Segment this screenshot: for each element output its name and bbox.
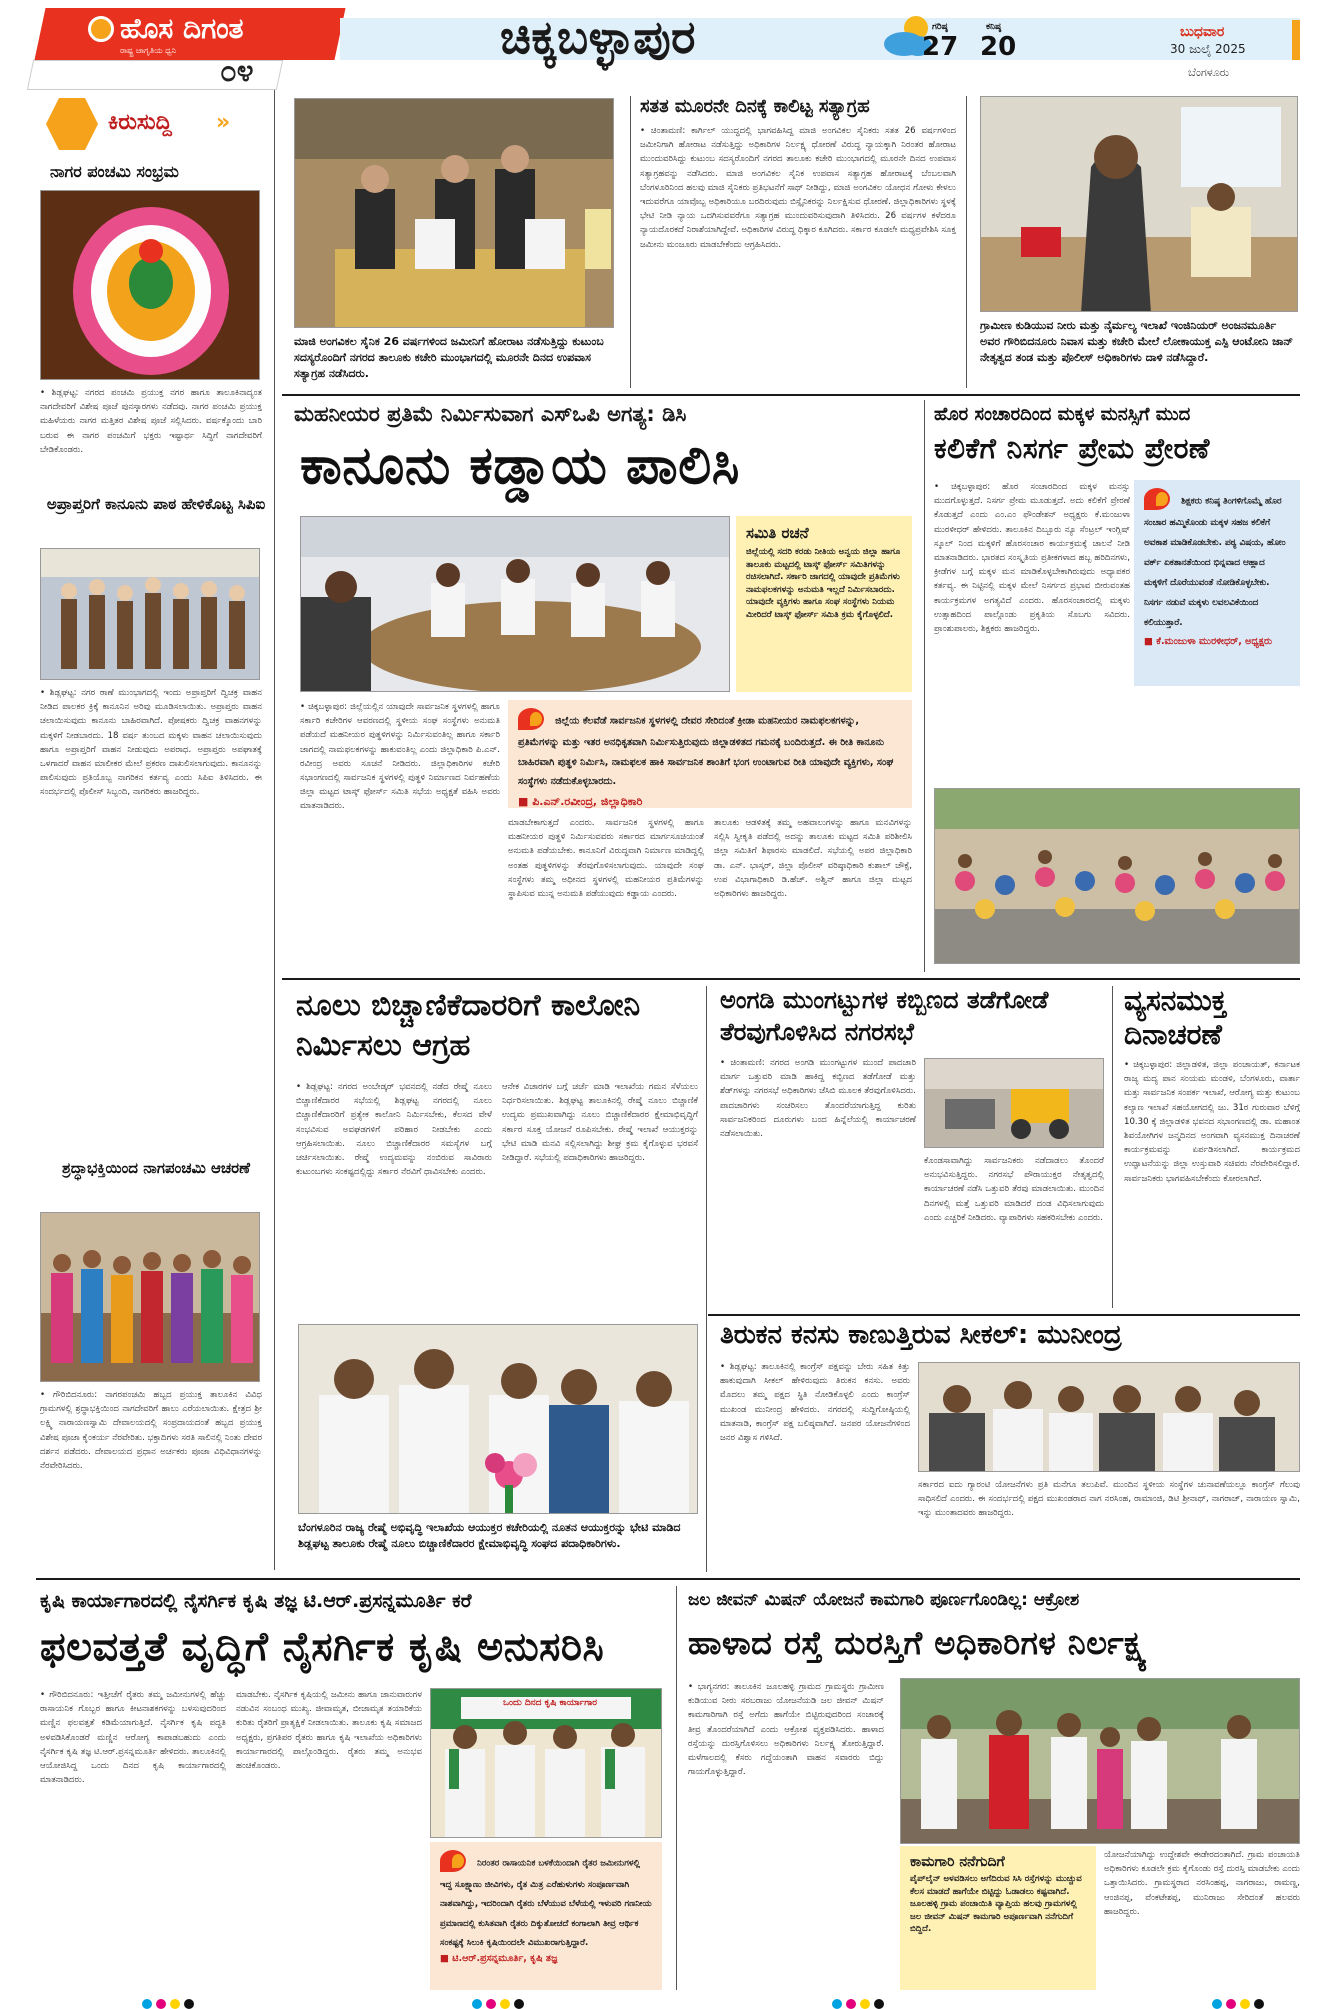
farming-banner-text: ಒಂದು ದಿನದ ಕೃಷಿ ಕಾರ್ಯಾಗಾರ xyxy=(502,1698,598,1708)
temp-min: 20 xyxy=(980,32,1017,62)
dc-headline: ಕಾನೂನು ಕಡ್ಡಾಯ ಪಾಲಿಸಿ xyxy=(300,436,740,496)
logo-tagline: ರಾಷ್ಟ್ರ ಜಾಗೃತಿಯ ಧ್ವನಿ xyxy=(120,46,177,55)
logo-emblem-icon xyxy=(88,16,114,42)
deaddiction-headline: ವ್ಯಸನಮುಕ್ತ ದಿನಾಚರಣೆ xyxy=(1124,984,1227,1051)
page-number: ೦೪ xyxy=(220,54,254,89)
nature-quote-author: ■ ಕೆ.ಮಂಜುಳಾ ಮುರಳೀಧರ್, ಅಧ್ಯಕ್ಷರು xyxy=(1144,636,1273,647)
dc-photo xyxy=(300,516,730,692)
weavers-photo xyxy=(298,1324,698,1514)
jaljeevan-body-right: ಯೋಜನೆಯಾಗಿದ್ದು ಉದ್ದೇಶವೇ ಈಡೇರದಂತಾಗಿದೆ. ಗ್ರಾಮ ಪಂಚಾಯತಿ ಅಧಿಕಾರಿಗಳು ಕೂಡಲೇ ಕ್ರಮ ಕೈಗೊಂಡು ರಸ್ತೆ ದುರಸ್ತಿ ಮಾಡಬೇಕು ಎಂದು ಒತ್ತಾಯಿಸಿದರು. ಗ್ರಾಮಸ್ಥರಾದ ನರಸಿಂಹಪ್ಪ, ನಾಗರಾಜು, ರಾಮಣ್ಣ, ಆಂಜಿನಪ್ಪ, ವೆಂಕಟೇಶಪ್ಪ, ಮುನಿರಾಜು ಸೇರಿದಂತೆ ಹಲವರು ಹಾಜರಿದ್ದರು. xyxy=(1104,1850,1300,1917)
kirusuddi-item1-title: ನಾಗರ ಪಂಚಮಿ ಸಂಭ್ರಮ xyxy=(50,162,179,181)
encroach-body-right: ಕೊಂಡಸಾವಾಗಿದ್ದು ಸಾರ್ವಜನಿಕರು ನಡೆದಾಡಲು ತೊಂದರೆ ಅನುಭವಿಸುತ್ತಿದ್ದರು. ನಗರಸಭೆ ಪೌರಾಯುಕ್ತರ ನೇತೃತ್ವದಲ್ಲಿ ಕಾರ್ಯಾಚರಣೆ ನಡೆಸಿ ಒತ್ತುವರಿ ತೆರವು ಮಾಡಲಾಯಿತು. ಮುಂದಿನ ದಿನಗಳಲ್ಲಿ ಮತ್ತೆ ಒತ್ತುವರಿ ಮಾಡಿದರೆ ದಂಡ ವಿಧಿಸಲಾಗುವುದು ಎಂದು ಎಚ್ಚರಿಕೆ ನೀಡಿದರು. ವ್ಯಾಪಾರಿಗಳು ಸಹಕರಿಸಬೇಕು ಎಂದರು. xyxy=(924,1156,1104,1223)
dc-quote-author: ■ ಪಿ.ಎನ್.ರವೀಂದ್ರ, ಜಿಲ್ಲಾಧಿಕಾರಿ xyxy=(518,794,643,808)
kirusuddi-label: ಕಿರುಸುದ್ದಿ xyxy=(108,110,172,135)
masthead-accent-bar xyxy=(1292,20,1300,60)
farming-quote-text: ನಿರಂತರ ರಾಸಾಯನಿಕ ಬಳಕೆಯಿಂದಾಗಿ ರೈತರ ಜಮೀನುಗಳಲ್ಲಿ ಇದ್ದ ಸೂಕ್ಷ್ಮಾಣು ಜೀವಿಗಳು, ರೈತ ಮಿತ್ರ ಎರೆಹುಳುಗಳು ಸಂಪೂರ್ಣವಾಗಿ ನಾಶವಾಗಿದ್ದು, ಇದರಿಂದಾಗಿ ರೈತರು ಬೆಳೆಯುವ ಬೆಳೆಯಲ್ಲಿ ಇಳುವರಿ ಗಣನೀಯ ಪ್ರಮಾಣದಲ್ಲಿ ಕುಸಿತವಾಗಿ ರೈತರು ದಿಕ್ಕುತೋಚದೆ ಕಂಗಾಲಾಗಿ ತೀವ್ರ ಆರ್ಥಿಕ ಸಂಕಷ್ಟಕ್ಕೆ ಸಿಲುಕಿ ಕೃಷಿಯಿಂದಲೇ ವಿಮುಖರಾಗುತ್ತಿದ್ದಾರೆ. xyxy=(440,1858,652,1949)
top-col-rule-1 xyxy=(630,96,631,388)
farming-quote-author: ■ ಟಿ.ಆರ್.ಪ್ರಸನ್ನಮೂರ್ತಿ, ಕೃಷಿ ತಜ್ಞ xyxy=(440,1952,558,1964)
weavers-rule-right xyxy=(706,986,707,1572)
kirusuddi-hex-icon xyxy=(46,98,98,150)
nature-quote xyxy=(1134,480,1300,686)
farming-headline: ಫಲವತ್ತತೆ ವೃದ್ಧಿಗೆ ನೈಸರ್ಗಿಕ ಕೃಷಿ ಅನುಸರಿಸಿ xyxy=(40,1624,605,1670)
satyagraha-photo xyxy=(294,98,614,328)
dc-body-mid: ಮಾಡಬೇಕಾಗುತ್ತದೆ ಎಂದರು. ಸಾರ್ವಜನಿಕ ಸ್ಥಳಗಳಲ್ಲಿ ಹಾಗೂ ಮಹನೀಯರ ಪುತ್ಥಳಿ ನಿರ್ಮಿಸುವವರು ಸರ್ಕಾರದ ಮಾರ್ಗಸೂಚಿಯಂತೆ ಅನುಮತಿ ಪಡೆಯಬೇಕು. ಕಾನೂನಿಗೆ ವಿರುದ್ಧವಾಗಿ ನಿರ್ಮಾಣ ಮಾಡಿದ್ದಲ್ಲಿ ಅಂತಹ ಪುತ್ಥಳಿಗಳನ್ನು ತೆರವುಗೊಳಿಸಲಾಗುವುದು. ಯಾವುದೇ ಸಂಘ ಸಂಸ್ಥೆಗಳು ತಮ್ಮ ಅಧೀನದ ಸ್ಥಳಗಳಲ್ಲಿ ಮಹನೀಯರ ಪ್ರತಿಮೆಗಳನ್ನು ಸ್ಥಾಪಿಸುವ ಮುನ್ನ ಅನುಮತಿ ಪಡೆಯುವುದು ಕಡ್ಡಾಯ ಎಂದರು. xyxy=(508,818,704,900)
registration-dots-4 xyxy=(1210,1994,1266,2009)
deaddiction-body: • ಚಿಕ್ಕಬಳ್ಳಾಪುರ: ಜಿಲ್ಲಾಡಳಿತ, ಜಿಲ್ಲಾ ಪಂಚಾಯತ್, ಕರ್ನಾಟಕ ರಾಜ್ಯ ಮದ್ಯ ಪಾನ ಸಂಯಮ ಮಂಡಳಿ, ಬೆಂಗಳೂರು, ವಾರ್ತಾ ಮತ್ತು ಸಾರ್ವಜನಿಕ ಸಂಪರ್ಕ ಇಲಾಖೆ, ಆರೋಗ್ಯ ಮತ್ತು ಕುಟುಂಬ ಕಲ್ಯಾಣ ಇಲಾಖೆ ಸಹಯೋಗದಲ್ಲಿ ಜು. 31ರ ಗುರುವಾರ ಬೆಳಿಗ್ಗೆ 10.30 ಕ್ಕೆ ಜಿಲ್ಲಾಡಳಿತ ಭವನದ ಸಭಾಂಗಣದಲ್ಲಿ ಡಾ. ಮಹಾಂತ ಶಿವಯೋಗಿಗಳ ಜನ್ಮದಿನದ ಅಂಗವಾಗಿ ವ್ಯಸನಮುಕ್ತ ದಿನಾಚರಣೆ ಕಾರ್ಯಕ್ರಮವನ್ನು ಏರ್ಪಡಿಸಲಾಗಿದೆ. ಕಾರ್ಯಕ್ರಮದ ಉದ್ಘಾಟನೆಯನ್ನು ಜಿಲ್ಲಾ ಉಸ್ತುವಾರಿ ಸಚಿವರು ನೆರವೇರಿಸಲಿದ್ದಾರೆ. ಸಾರ್ವಜನಿಕರು ಭಾಗವಹಿಸಬೇಕೆಂದು ಕೋರಲಾಗಿದೆ. xyxy=(1124,1060,1300,1184)
sickle-body-right: ಸರ್ಕಾರದ ಐದು ಗ್ಯಾರಂಟಿ ಯೋಜನೆಗಳು ಪ್ರತಿ ಮನೆಗೂ ತಲುಪಿವೆ. ಮುಂದಿನ ಸ್ಥಳೀಯ ಸಂಸ್ಥೆಗಳ ಚುನಾವಣೆಯಲ್ಲೂ ಕಾಂಗ್ರೆಸ್ ಗೆಲುವು ಸಾಧಿಸಲಿದೆ ಎಂದರು. ಈ ಸಂದರ್ಭದಲ್ಲಿ ಪಕ್ಷದ ಮುಖಂಡರಾದ ನಾಗ ನರಸಿಂಹ, ರಾಮಾಂಜಿ, ಡಿಟಿ ಶ್ರೀನಾಥ್, ನಾಗರಾಜ್, ನಾರಾಯಣ ಸ್ವಾಮಿ, ಇನ್ನು ಮುಂತಾದವರು ಹಾಜರಿದ್ದರು. xyxy=(918,1480,1300,1519)
rule-top-row xyxy=(282,394,1300,396)
logo-text: ಹೊಸ ದಿಗಂತ xyxy=(120,12,244,45)
nature-headline: ಕಲಿಕೆಗೆ ನಿಸರ್ಗ ಪ್ರೇಮ ಪ್ರೇರಣೆ xyxy=(934,432,1210,465)
encroach-rule-right xyxy=(1112,986,1113,1308)
registration-dots-1 xyxy=(140,1994,196,2009)
weavers-body-right: ಆನೇಕ ವಿಚಾರಗಳ ಬಗ್ಗೆ ಚರ್ಚೆ ಮಾಡಿ ಇಲಾಖೆಯ ಗಮನ ಸೆಳೆಯಲು ನಿರ್ಧರಿಸಲಾಯಿತು. ಶಿಡ್ಲಘಟ್ಟ ತಾಲೂಕಿನಲ್ಲಿ ರೇಷ್ಮೆ ನೂಲು ಬಿಚ್ಚಾಣಿಕೆ ಉದ್ಯಮ ಪ್ರಮುಖವಾಗಿದ್ದು ನೂಲು ಬಿಚ್ಚಾಣಿಕೆದಾರರ ಕ್ಷೇಮಾಭಿವೃದ್ಧಿಗೆ ಸರ್ಕಾರ ಸೂಕ್ತ ಯೋಜನೆ ರೂಪಿಸಬೇಕು. ರೇಷ್ಮೆ ಇಲಾಖೆ ಆಯುಕ್ತರನ್ನು ಭೇಟಿ ಮಾಡಿ ಮನವಿ ಸಲ್ಲಿಸಲಾಗಿದ್ದು ಶೀಘ್ರ ಕ್ರಮ ಕೈಗೊಳ್ಳುವ ಭರವಸೆ ನೀಡಿದ್ದಾರೆ. ಸಭೆಯಲ್ಲಿ ಪದಾಧಿಕಾರಿಗಳು ಹಾಜರಿದ್ದರು. xyxy=(502,1082,698,1164)
kirusuddi-column xyxy=(36,90,266,1570)
jaljeevan-body-left: • ಭಾಗ್ಯನಗರ: ತಾಲೂಕಿನ ಜೂಲಹಳ್ಳಿ ಗ್ರಾಮದ ಗ್ರಾಮಸ್ಥರು ಗ್ರಾಮೀಣ ಕುಡಿಯುವ ನೀರು ಸರಬರಾಜು ಯೋಜನೆಯಡಿ ಜಲ ಜೀವನ್ ಮಿಷನ್ ಕಾಮಗಾರಿಗಾಗಿ ರಸ್ತೆ ಅಗೆದು ಹಾಗೆಯೇ ಬಿಟ್ಟಿರುವುದರಿಂದ ಸಂಚಾರಕ್ಕೆ ತೀವ್ರ ತೊಂದರೆಯಾಗಿದೆ ಎಂದು ಆಕ್ರೋಶ ವ್ಯಕ್ತಪಡಿಸಿದರು. ಹಾಳಾದ ರಸ್ತೆಯನ್ನು ದುರಸ್ತಿಗೊಳಿಸಲು ಅಧಿಕಾರಿಗಳು ನಿರ್ಲಕ್ಷ್ಯ ತೋರುತ್ತಿದ್ದಾರೆ. ಮಳೆಗಾಲದಲ್ಲಿ ಕೆಸರು ಗದ್ದೆಯಂತಾಗಿ ವಾಹನ ಸವಾರರು ಬಿದ್ದು ಗಾಯಗೊಳ್ಳುತ್ತಿದ್ದಾರೆ. xyxy=(688,1682,884,1778)
jaljeevan-box xyxy=(900,1846,1096,1990)
registration-dots-2 xyxy=(470,1994,526,2009)
engineer-photo xyxy=(980,96,1298,312)
jaljeevan-photo xyxy=(900,1678,1300,1844)
masthead-ribbon xyxy=(340,18,1300,60)
dc-quote-text: ಜಿಲ್ಲೆಯ ಕೆಲವೆಡೆ ಸಾರ್ವಜನಿಕ ಸ್ಥಳಗಳಲ್ಲಿ ದೇವರ ಸೇರಿದಂತೆ ಕ್ರೀಡಾ ಮಹನೀಯರ ನಾಮಫಲಕಗಳನ್ನು, ಪ್ರತಿಮೆಗಳನ್ನು ಮತ್ತು ಇತರ ಅನಧಿಕೃತವಾಗಿ ನಿರ್ಮಿಸುತ್ತಿರುವುದು ಜಿಲ್ಲಾಡಳಿತದ ಗಮನಕ್ಕೆ ಬಂದಿರುತ್ತದೆ. ಈ ರೀತಿ ಕಾನೂನು ಬಾಹಿರವಾಗಿ ಪುತ್ಥಳಿ ನಿರ್ಮಿಸಿ, ನಾಮಫಲಕ ಹಾಕಿ ಸಾರ್ವಜನಿಕ ಶಾಂತಿಗೆ ಭಂಗ ಉಂಟಾಗುವ ರೀತಿ ಯಾವುದೇ ವ್ಯಕ್ತಿಗಳು, ಸಂಘ ಸಂಸ್ಥೆಗಳು ನಡೆದುಕೊಳ್ಳಬಾರದು. xyxy=(518,715,894,787)
temp-min-label: ಕನಿಷ್ಠ xyxy=(986,22,1002,32)
temp-max: 27 xyxy=(922,32,959,62)
kirusuddi-item3-photo xyxy=(40,1212,260,1382)
dc-rule-right xyxy=(924,400,925,972)
satyagraha-caption: ಮಾಜಿ ಅಂಗವಿಕಲ ಸೈನಿಕ 26 ವರ್ಷಗಳಿಂದ ಜಮೀನಿಗೆ ಹೋರಾಟ ನಡೆಸುತ್ತಿದ್ದು ಕುಟುಂಬ ಸದಸ್ಯರೊಂದಿಗೆ ನಗರದ ತಾಲೂಕು ಕಚೇರಿ ಮುಂಭಾಗದಲ್ಲಿ ಮೂರನೇ ದಿನದ ಉಪವಾಸ ಸತ್ಯಾಗ್ರಹ ನಡೆಸಿದರು. xyxy=(294,335,604,380)
dc-quote xyxy=(508,700,912,808)
top-col-rule-2 xyxy=(966,96,967,388)
sickle-body-left: • ಶಿಡ್ಲಘಟ್ಟ: ತಾಲೂಕಿನಲ್ಲಿ ಕಾಂಗ್ರೆಸ್ ಪಕ್ಷವನ್ನು ಬೇರು ಸಹಿತ ಕಿತ್ತು ಹಾಕುವುದಾಗಿ ಸೀಕಲ್ ಹೇಳಿರುವುದು ತಿರುಕನ ಕನಸು. ಅವರು ಮೊದಲು ತಮ್ಮ ಪಕ್ಷದ ಸ್ಥಿತಿ ನೋಡಿಕೊಳ್ಳಲಿ ಎಂದು ಕಾಂಗ್ರೆಸ್ ಮುಖಂಡ ಮುನೀಂದ್ರ ಹೇಳಿದರು. ನಗರದಲ್ಲಿ ಸುದ್ದಿಗೋಷ್ಠಿಯಲ್ಲಿ ಮಾತನಾಡಿ, ಕಾಂಗ್ರೆಸ್ ಪಕ್ಷ ಬಲಿಷ್ಠವಾಗಿದೆ. ಜನಪರ ಯೋಜನೆಗಳಿಂದ ಜನರ ವಿಶ್ವಾಸ ಗಳಿಸಿದೆ. xyxy=(720,1362,910,1444)
kirusuddi-item3-body: • ಗೌರಿಬಿದನೂರು: ನಾಗರಪಂಚಮಿ ಹಬ್ಬದ ಪ್ರಯುಕ್ತ ತಾಲೂಕಿನ ವಿವಿಧ ಗ್ರಾಮಗಳಲ್ಲಿ ಶ್ರದ್ಧಾಭಕ್ತಿಯಿಂದ ನಾಗದೇವರಿಗೆ ಹಾಲು ಎರೆಯಲಾಯಿತು. ಕ್ಷೇತ್ರದ ಶ್ರೀ ಲಕ್ಷ್ಮಿ ನಾರಾಯಣಸ್ವಾಮಿ ದೇವಾಲಯದಲ್ಲಿ ಸಂಪ್ರದಾಯದಂತೆ ಹಬ್ಬದ ಪ್ರಯುಕ್ತ ವಿಶೇಷ ಪೂಜಾ ಕೈಂಕರ್ಯ ನೆರವೇರಿತು. ಭಕ್ತಾದಿಗಳು ಸರತಿ ಸಾಲಿನಲ್ಲಿ ನಿಂತು ದೇವರ ದರ್ಶನ ಪಡೆದರು. ದೇವಾಲಯದ ಪ್ರಧಾನ ಅರ್ಚಕರು ಪೂಜಾ ವಿಧಿವಿಧಾನಗಳನ್ನು ನೆರವೇರಿಸಿದರು. xyxy=(40,1390,262,1472)
weavers-caption: ಬೆಂಗಳೂರಿನ ರಾಜ್ಯ ರೇಷ್ಮೆ ಅಭಿವೃದ್ಧಿ ಇಲಾಖೆಯ ಆಯುಕ್ತರ ಕಚೇರಿಯಲ್ಲಿ ನೂತನ ಆಯುಕ್ತರನ್ನು ಭೇಟಿ ಮಾಡಿದ ಶಿಡ್ಲಘಟ್ಟ ತಾಲೂಕು ರೇಷ್ಮೆ ನೂಲು ಬಿಚ್ಚಾಣಿಕೆದಾರರ ಕ್ಷೇಮಾಭಿವೃದ್ಧಿ ಸಂಘದ ಪದಾಧಿಕಾರಿಗಳು. xyxy=(298,1521,681,1550)
rule-mid-row xyxy=(282,978,1300,980)
farming-kicker: ಕೃಷಿ ಕಾರ್ಯಾಗಾರದಲ್ಲಿ ನೈಸರ್ಗಿಕ ಕೃಷಿ ತಜ್ಞ ಟಿ.ಆರ್.ಪ್ರಸನ್ನಮೂರ್ತಿ ಕರೆ xyxy=(40,1590,472,1612)
kirusuddi-arrows-icon: » xyxy=(216,110,231,135)
quote-icon xyxy=(1144,488,1170,510)
city-title: ಚಿಕ್ಕಬಳ್ಳಾಪುರ xyxy=(500,10,697,64)
farming-quote xyxy=(430,1842,662,1990)
farming-rule-right xyxy=(676,1586,677,1990)
registration-dots-3 xyxy=(830,1994,886,2009)
weekday: ಬುಧವಾರ xyxy=(1180,24,1225,40)
kirusuddi-item2-photo xyxy=(40,548,260,680)
quote-icon xyxy=(440,1850,466,1872)
engineer-caption: ಗ್ರಾಮೀಣ ಕುಡಿಯುವ ನೀರು ಮತ್ತು ನೈರ್ಮಲ್ಯ ಇಲಾಖೆ ಇಂಜಿನಿಯರ್ ಅಂಜನಮೂರ್ತಿ ಅವರ ಗೌರಿಬಿದನೂರು ನಿವಾಸ ಮತ್ತು ಕಚೇರಿ ಮೇಲೆ ಲೋಕಾಯುಕ್ತ ಎಸ್ಪಿ ಆಂಟೋನಿ ಜಾನ್ ನೇತೃತ್ವದ ತಂಡ ಮತ್ತು ಪೊಲೀಸ್ ಅಧಿಕಾರಿಗಳು ದಾಳಿ ನಡೆಸಿದ್ದಾರೆ. xyxy=(980,319,1294,364)
dc-body-right: ತಾಲೂಕು ಆಡಳಿತಕ್ಕೆ ತಮ್ಮ ಅಹವಾಲುಗಳನ್ನು ಹಾಗೂ ಮನವಿಗಳನ್ನು ಸಲ್ಲಿಸಿ ಸ್ವೀಕೃತಿ ಪಡೆದಲ್ಲಿ ಅದನ್ನು ತಾಲೂಕು ಮಟ್ಟದ ಸಮಿತಿ ಪರಿಶೀಲಿಸಿ ಜಿಲ್ಲಾ ಸಮಿತಿಗೆ ಶಿಫಾರಸು ಮಾಡಲಿದೆ. ಸಭೆಯಲ್ಲಿ ಅಪರ ಜಿಲ್ಲಾಧಿಕಾರಿ ಡಾ. ಎನ್. ಭಾಸ್ಕರ್, ಜಿಲ್ಲಾ ಪೊಲೀಸ್ ವರಿಷ್ಠಾಧಿಕಾರಿ ಕುಶಾಲ್ ಚೌಕ್ಸೆ, ಉಪ ವಿಭಾಗಾಧಿಕಾರಿ ಡಿ.ಹೆಚ್. ಅಶ್ವಿನ್ ಹಾಗೂ ಜಿಲ್ಲಾ ಮಟ್ಟದ ಅಧಿಕಾರಿಗಳು ಹಾಜರಿದ್ದರು. xyxy=(714,818,912,900)
farming-body-mid: ಮಾಡಬೇಕು. ನೈಸರ್ಗಿಕ ಕೃಷಿಯಲ್ಲಿ ಜಮೀನು ಹಾಗೂ ಜಾನುವಾರುಗಳ ನಡುವಿನ ಸಂಬಂಧ ಮುಖ್ಯ. ಜೀವಾಮೃತ, ಬೀಜಾಮೃತ ತಯಾರಿಕೆಯ ಕುರಿತು ರೈತರಿಗೆ ಪ್ರಾತ್ಯಕ್ಷಿಕೆ ನೀಡಲಾಯಿತು. ತಾಲೂಕು ಕೃಷಿ ಸಮಾಜದ ಅಧ್ಯಕ್ಷರು, ಪ್ರಗತಿಪರ ರೈತರು ಹಾಗೂ ಕೃಷಿ ಇಲಾಖೆಯ ಅಧಿಕಾರಿಗಳು ಕಾರ್ಯಾಗಾರದಲ್ಲಿ ಪಾಲ್ಗೊಂಡಿದ್ದರು. ರೈತರು ತಮ್ಮ ಅನುಭವ ಹಂಚಿಕೊಂಡರು. xyxy=(236,1690,422,1772)
edition: ಬೆಂಗಳೂರು xyxy=(1188,66,1230,79)
dc-body-left: • ಚಿಕ್ಕಬಳ್ಳಾಪುರ: ಜಿಲ್ಲೆಯಲ್ಲಿನ ಯಾವುದೇ ಸಾರ್ವಜನಿಕ ಸ್ಥಳಗಳಲ್ಲಿ ಹಾಗೂ ಸರ್ಕಾರಿ ಕಚೇರಿಗಳ ಆವರಣದಲ್ಲಿ ಸ್ಥಳೀಯ ಸಂಘ ಸಂಸ್ಥೆಗಳು ಅನುಮತಿ ಪಡೆಯದೆ ಮಹನೀಯರ ಪುತ್ಥಳಿಗಳನ್ನು ನಿರ್ಮಿಸುವಂತಿಲ್ಲ ಹಾಗೂ ಸರ್ಕಾರಿ ಜಾಗದಲ್ಲಿ ನಾಮಫಲಕಗಳನ್ನು ಹಾಕುವಂತಿಲ್ಲ ಎಂದು ಜಿಲ್ಲಾಧಿಕಾರಿ ಪಿ.ಎನ್. ರವೀಂದ್ರ ಅವರು ಸೂಚನೆ ನೀಡಿದರು. ಜಿಲ್ಲಾಧಿಕಾರಿಗಳ ಕಚೇರಿ ಸಭಾಂಗಣದಲ್ಲಿ ಸಾರ್ವಜನಿಕ ಸ್ಥಳಗಳಲ್ಲಿ ಪುತ್ಥಳಿ ನಿರ್ಮಾಣದ ನಿರ್ವಹಣೆಯ ಜಿಲ್ಲಾ ಮಟ್ಟದ ಟಾಸ್ಕ್ ಫೋರ್ಸ್ ಸಮಿತಿ ಸಭೆಯ ಅಧ್ಯಕ್ಷತೆ ವಹಿಸಿ ಅವರು ಮಾತನಾಡಿದರು. xyxy=(300,702,500,812)
nature-kicker: ಹೊರ ಸಂಚಾರದಿಂದ ಮಕ್ಕಳ ಮನಸ್ಸಿಗೆ ಮುದ xyxy=(934,404,1191,425)
rule-sickle-top xyxy=(708,1314,1300,1316)
farming-body-left: • ಗೌರಿಬಿದನೂರು: ಇತ್ತೀಚೆಗೆ ರೈತರು ತಮ್ಮ ಜಮೀನುಗಳಲ್ಲಿ ಹೆಚ್ಚು ರಾಸಾಯನಿಕ ಗೊಬ್ಬರ ಹಾಗೂ ಕೀಟನಾಶಕಗಳನ್ನು ಬಳಸುವುದರಿಂದ ಮಣ್ಣಿನ ಫಲವತ್ತತೆ ಕಡಿಮೆಯಾಗುತ್ತಿದೆ. ನೈಸರ್ಗಿಕ ಕೃಷಿ ಪದ್ಧತಿ ಅಳವಡಿಸಿಕೊಂಡರೆ ಮಣ್ಣಿನ ಆರೋಗ್ಯ ಕಾಪಾಡಬಹುದು ಎಂದು ನೈಸರ್ಗಿಕ ಕೃಷಿ ತಜ್ಞ ಟಿ.ಆರ್.ಪ್ರಸನ್ನಮೂರ್ತಿ ಹೇಳಿದರು. ತಾಲೂಕಿನಲ್ಲಿ ಆಯೋಜಿಸಿದ್ದ ಒಂದು ದಿನದ ಕೃಷಿ ಕಾರ್ಯಾಗಾರದಲ್ಲಿ ಮಾತನಾಡಿದರು. xyxy=(40,1690,226,1786)
jaljeevan-headline: ಹಾಳಾದ ರಸ್ತೆ ದುರಸ್ತಿಗೆ ಅಧಿಕಾರಿಗಳ ನಿರ್ಲಕ್ಷ್ಯ xyxy=(688,1624,1148,1662)
farming-photo xyxy=(430,1688,662,1838)
dc-box-text: ಜಿಲ್ಲೆಯಲ್ಲಿ ಸದರಿ ಕರಡು ನೀತಿಯ ಅನ್ವಯ ಜಿಲ್ಲಾ ಹಾಗೂ ತಾಲೂಕು ಮಟ್ಟದಲ್ಲಿ ಟಾಸ್ಕ್ ಫೋರ್ಸ್ ಸಮಿತಿಗಳನ್ನು ರಚಿಸಲಾಗಿದೆ. ಸರ್ಕಾರಿ ಜಾಗದಲ್ಲಿ ಯಾವುದೇ ಪ್ರತಿಮೆಗಳು ನಾಮಫಲಕಗಳನ್ನು ಅನುಮತಿ ಇಲ್ಲದೆ ನಿರ್ಮಿಸಬಾರದು. ಯಾವುದೇ ವ್ಯಕ್ತಿಗಳು ಹಾಗೂ ಸಂಘ ಸಂಸ್ಥೆಗಳು ನಿಯಮ ಮೀರಿದರೆ ಟಾಸ್ಕ್ ಫೋರ್ಸ್ ಸಮಿತಿ ಕ್ರಮ ಕೈಗೊಳ್ಳಲಿದೆ. xyxy=(746,547,901,620)
encroach-photo xyxy=(924,1058,1104,1148)
dc-box-title: ಸಮಿತಿ ರಚನೆ xyxy=(746,524,809,542)
issue-date: 30 ಜುಲೈ 2025 xyxy=(1170,42,1246,56)
nature-body: • ಚಿಕ್ಕಬಳ್ಳಾಪುರ: ಹೊರ ಸಂಚಾರದಿಂದ ಮಕ್ಕಳ ಮನಸ್ಸು ಮುದಗೊಳ್ಳುತ್ತದೆ. ನಿಸರ್ಗ ಪ್ರೇಮ ಮೂಡುತ್ತದೆ. ಅದು ಕಲಿಕೆಗೆ ಪ್ರೇರಣೆ ಕೊಡುತ್ತದೆ ಎಂದು ಎಂ.ಎಂ ಫೌಂಡೇಶನ್ ಅಧ್ಯಕ್ಷರು ಕೆ.ಮಂಜುಳಾ ಮುರಳೀಧರ್ ಹೇಳಿದರು. ತಾಲೂಕಿನ ದಿಬ್ಬೂರು ನ್ಯೂ ಸೆಂಟ್ರಲ್ ಇಂಗ್ಲಿಷ್ ಸ್ಕೂಲ್ ನಿಂದ ಮಕ್ಕಳಿಗೆ ಹೊರಸಂಚಾರ ಕಾರ್ಯಕ್ರಮಕ್ಕೆ ಚಾಲನೆ ನೀಡಿ ಮಾತನಾಡಿದರು. ಭಾರತದ ಸಂಸ್ಕೃತಿಯ ಪ್ರತೀಕಗಳಾದ ಹಬ್ಬ ಹರಿದಿನಗಳು, ಕ್ರೀಡೆಗಳ ಬಗ್ಗೆ ಮಕ್ಕಳ ಮನ ಮಾಡಿಕೊಳ್ಳಬೇಕಾಗಿರುವುದು ಅಧ್ಯಾಪಕರ ಕರ್ತವ್ಯ. ಈ ನಿಟ್ಟಿನಲ್ಲಿ ಮಕ್ಕಳ ಮೇಲೆ ನಿಸರ್ಗದ ಪ್ರಭಾವ ಬೀರುವಂತಹ ಕಾರ್ಯಕ್ರಮಗಳ ಅಗತ್ಯವಿದೆ ಎಂದರು. ಹೊರಸಂಚಾರದಲ್ಲಿ ಮಕ್ಕಳು ಉತ್ಸಾಹದಿಂದ ಪಾಲ್ಗೊಂಡು ಪ್ರಕೃತಿಯ ಸೊಬಗು ಸವಿದರು. ಪ್ರಾಂಶುಪಾಲರು, ಶಿಕ್ಷಕರು ಹಾಜರಿದ್ದರು. xyxy=(934,482,1130,635)
nature-photo xyxy=(934,788,1300,964)
weavers-body-left: • ಶಿಡ್ಲಘಟ್ಟ: ನಗರದ ಅಂಬೇಡ್ಕರ್ ಭವನದಲ್ಲಿ ನಡೆದ ರೇಷ್ಮೆ ನೂಲು ಬಿಚ್ಚಾಣಿಕೆದಾರರ ಸಭೆಯಲ್ಲಿ ಶಿಡ್ಲಘಟ್ಟ ನಗರದಲ್ಲಿ ನೂಲು ಬಿಚ್ಚಾಣಿಕೆದಾರರಿಗೆ ಪ್ರತ್ಯೇಕ ಕಾಲೋನಿ ನಿರ್ಮಿಸಬೇಕು, ಕೆಲಸದ ವೇಳೆ ಸಂಭವಿಸುವ ಅವಘಡಗಳಿಗೆ ಪರಿಹಾರ ನೀಡಬೇಕು ಎಂದು ಆಗ್ರಹಿಸಲಾಯಿತು. ನೂಲು ಬಿಚ್ಚಾಣಿಕೆದಾರರ ಸಮಸ್ಯೆಗಳ ಬಗ್ಗೆ ಚರ್ಚಿಸಲಾಯಿತು. ರೇಷ್ಮೆ ಉದ್ಯಮವನ್ನು ನಂಬಿರುವ ಸಾವಿರಾರು ಕುಟುಂಬಗಳು ಸಂಕಷ್ಟದಲ್ಲಿದ್ದು ಸರ್ಕಾರ ನೆರವಿಗೆ ಧಾವಿಸಬೇಕು ಎಂದರು. xyxy=(296,1082,492,1178)
encroach-headline: ಅಂಗಡಿ ಮುಂಗಟ್ಟುಗಳ ಕಬ್ಬಿಣದ ತಡೆಗೋಡೆ ತೆರವುಗೊಳಿಸಿದ ನಗರಸಭೆ xyxy=(720,986,1049,1046)
kirusuddi-badge xyxy=(46,98,256,150)
encroach-body-left: • ಚಿಂತಾಮಣಿ: ನಗರದ ಅಂಗಡಿ ಮುಂಗಟ್ಟುಗಳ ಮುಂದೆ ಪಾದಚಾರಿ ಮಾರ್ಗ ಒತ್ತುವರಿ ಮಾಡಿ ಹಾಕಿದ್ದ ಕಬ್ಬಿಣದ ತಡೆಗೋಡೆ ಮತ್ತು ಶೆಡ್‌ಗಳನ್ನು ನಗರಸಭೆ ಅಧಿಕಾರಿಗಳು ಜೆಸಿಬಿ ಮೂಲಕ ತೆರವುಗೊಳಿಸಿದರು. ಪಾದಚಾರಿಗಳು ಸಂಚರಿಸಲು ತೊಂದರೆಯಾಗುತ್ತಿದ್ದ ಕುರಿತು ಸಾರ್ವಜನಿಕರಿಂದ ದೂರುಗಳು ಬಂದ ಹಿನ್ನೆಲೆಯಲ್ಲಿ ಕಾರ್ಯಾಚರಣೆ ನಡೆಸಲಾಯಿತು. xyxy=(720,1058,916,1140)
kirusuddi-item2-body: • ಶಿಡ್ಲಘಟ್ಟ: ನಗರ ಠಾಣೆ ಮುಂಭಾಗದಲ್ಲಿ ಇಂದು ಅಪ್ರಾಪ್ತರಿಗೆ ದ್ವಿಚಕ್ರ ವಾಹನ ನೀಡಿದ ಪಾಲಕರ ಕ್ರಿಕ್ಕೆ ಕಾನೂನಿನ ಅರಿವು ಮೂಡಿಸಲಾಯಿತು. ಅಪ್ರಾಪ್ತರು ವಾಹನ ಚಲಾಯಿಸುವುದು ಕಾನೂನು ಬಾಹಿರವಾಗಿದೆ. ಪೋಷಕರು ದ್ವಿಚಕ್ರ ವಾಹನಗಳನ್ನು ಮಕ್ಕಳಿಗೆ ನೀಡಬಾರದು. 18 ವರ್ಷ ತುಂಬದ ಮಕ್ಕಳು ವಾಹನ ಚಲಾಯಿಸುವುದು ಹಾಗೂ ಅಪ್ರಾಪ್ತರಿಗೆ ವಾಹನ ನೀಡುವುದು ಅಪರಾಧ. ಅಪ್ರಾಪ್ತರು ಅಪಘಾತಕ್ಕೆ ಒಳಗಾದರೆ ವಾಹನ ಮಾಲೀಕರ ಮೇಲೆ ಪ್ರಕರಣ ದಾಖಲಿಸಲಾಗುವುದು. ಕಾನೂನನ್ನು ಪಾಲಿಸುವುದು ಪ್ರತಿಯೊಬ್ಬ ನಾಗರಿಕನ ಕರ್ತವ್ಯ ಎಂದು ಸಿಪಿಐ ತಿಳಿಸಿದರು. ಈ ಸಂದರ್ಭದಲ್ಲಿ ಪೊಲೀಸ್ ಸಿಬ್ಬಂದಿ, ನಾಗರಿಕರು ಹಾಜರಿದ್ದರು. xyxy=(40,688,262,798)
jaljeevan-box-text: ಪೈಪ್‌ಲೈನ್ ಅಳವಡಿಸಲು ಅಗೆದಿರುವ ಸಿಸಿ ರಸ್ತೆಗಳನ್ನು ಮುಚ್ಚುವ ಕೆಲಸ ಮಾಡದೆ ಹಾಗೆಯೇ ಬಿಟ್ಟಿದ್ದು ಓಡಾಡಲು ಕಷ್ಟವಾಗಿದೆ. ಜೂಲಹಳ್ಳಿ ಗ್ರಾಮ ಪಂಚಾಯಿತಿ ವ್ಯಾಪ್ತಿಯ ಹಲವು ಗ್ರಾಮಗಳಲ್ಲಿ ಜಲ ಜೀವನ್ ಮಿಷನ್ ಕಾಮಗಾರಿ ಅಪೂರ್ಣವಾಗಿ ನನೆಗುದಿಗೆ ಬಿದ್ದಿದೆ. xyxy=(910,1874,1082,1935)
rule-bottom-row xyxy=(36,1578,1300,1580)
kirusuddi-item2-title: ಅಪ್ರಾಪ್ತರಿಗೆ ಕಾನೂನು ಪಾಠ ಹೇಳಿಕೊಟ್ಟ ಸಿಪಿಐ xyxy=(46,495,266,513)
jaljeevan-box-title: ಕಾಮಗಾರಿ ನನೆಗುದಿಗೆ xyxy=(910,1854,1005,1870)
nature-quote-text: ಶಿಕ್ಷಕರು ಕನಿಷ್ಠ ತಿಂಗಳಿಗೊಮ್ಮೆ ಹೊರ ಸಂಚಾರ ಹಮ್ಮಿಕೊಂಡು ಮಕ್ಕಳ ಸಹಜ ಕಲಿಕೆಗೆ ಅವಕಾಶ ಮಾಡಿಕೊಡಬೇಕು. ಪಠ್ಯ ವಿಷಯ, ಹೋಂ ವರ್ಕ್ ಏಕತಾನತೆಯಿಂದ ಭಿನ್ನವಾದ ಆಹ್ಲಾದ ಮಕ್ಕಳಿಗೆ ದೊರೆಯುವಂತೆ ನೋಡಿಕೊಳ್ಳಬೇಕು. ನಿಸರ್ಗ ನಡುವೆ ಮಕ್ಕಳು ಲವಲವಿಕೆಯಿಂದ ಕಲಿಯುತ್ತಾರೆ. xyxy=(1144,496,1286,628)
quote-icon xyxy=(518,708,544,730)
satyagraha-body: • ಚಿಂತಾಮಣಿ: ಕಾರ್ಗಿಲ್ ಯುದ್ಧದಲ್ಲಿ ಭಾಗವಹಿಸಿದ್ದ ಮಾಜಿ ಅಂಗವಿಕಲ ಸೈನಿಕರು ಸತತ 26 ವರ್ಷಗಳಿಂದ ಜಮೀನಿಗಾಗಿ ಹೋರಾಟ ನಡೆಸುತ್ತಿದ್ದು ಅಧಿಕಾರಿಗಳ ನಿರ್ಲಕ್ಷ್ಯ ಧೋರಣೆ ವಿರುದ್ಧ ನ್ಯಾಯಕ್ಕಾಗಿ ನಿರಂತರ ಹೋರಾಟ ಮುಂದುವರಿಸಿದ್ದು ಕುಟುಂಬ ಸದಸ್ಯರೊಂದಿಗೆ ನಗರದ ತಾಲೂಕು ಕಚೇರಿ ಮುಂಭಾಗದಲ್ಲಿ ಮೂರನೇ ದಿನದ ಉಪವಾಸ ಸತ್ಯಾಗ್ರಹವನ್ನು ನಡೆಸಿದರು. ಮಾಜಿ ಅಂಗವಿಕಲ ಸೈನಿಕ ಉಪವಾಸ ಸತ್ಯಾಗ್ರಹ ಹೋರಾಟಕ್ಕೆ ಬೆಂಬಲವಾಗಿ ಬೆಂಗಳೂರಿನಿಂದ ಹಲವು ಮಾಜಿ ಸೈನಿಕರು ಪ್ರತಿಭಟನೆಗೆ ಸಾಥ್ ನೀಡಿದ್ದು, ಮಾಜಿ ಅಂಗವಿಕಲ ಯೋಧನ ಗೋಳು ಕೇಳಲು ಇದುವರೆಗೂ ಯಾವೊಬ್ಬ ಅಧಿಕಾರಿಯೂ ಬರದಿರುವುದು ಬಿಸ್ಸೈನಿಕರನ್ನು ನಿರ್ಲಕ್ಷಿಸುವ ಧೋರಣೆ. ಜಿಲ್ಲಾಧಿಕಾರಿಗಳು ಸ್ಥಳಕ್ಕೆ ಭೇಟಿ ನೀಡಿ ನ್ಯಾಯ ಒದಗಿಸುವವರೆಗೂ ಸತ್ಯಾಗ್ರಹ ಮುಂದುವರಿಸುವುದಾಗಿ ತಿಳಿಸಿದರು. 26 ವರ್ಷಗಳ ಕಳೆದರೂ ನ್ಯಾಯದೊರಕದೆ ನಿರಾಶೆಯಾಗಿದ್ದೇವೆ. ಅಧಿಕಾರಿಗಳ ವಿರುದ್ಧ ಧಿಕ್ಕಾರ ಕೂಗಿದರು. ಸರ್ಕಾರ ಕೂಡಲೇ ಮಧ್ಯಪ್ರವೇಶಿಸಿ ಸೂಕ್ತ ಜಮೀನು ಮಂಜೂರು ಮಾಡಬೇಕೆಂದು ಆಗ್ರಹಿಸಿದರು. xyxy=(640,126,956,250)
sickle-photo xyxy=(918,1362,1300,1472)
temp-max-label: ಗರಿಷ್ಠ xyxy=(932,22,948,32)
kirusuddi-item3-title: ಶ್ರದ್ಧಾಭಕ್ತಿಯಿಂದ ನಾಗಪಂಚಮಿ ಆಚರಣೆ xyxy=(61,1159,251,1177)
kirusuddi-item1-photo xyxy=(40,190,260,380)
dc-box xyxy=(736,516,912,692)
kirusuddi-item1-body: • ಶಿಡ್ಲಘಟ್ಟ: ನಗರದ ಪಂಚಮಿ ಪ್ರಯುಕ್ತ ನಗರ ಹಾಗೂ ತಾಲೂಕಿನಾದ್ಯಂತ ನಾಗದೇವರಿಗೆ ವಿಶೇಷ ಪೂಜೆ ಪುನಸ್ಕಾರಗಳು ನಡೆದವು. ನಾಗರ ಪಂಚಮಿ ಪ್ರಯುಕ್ತ ಮಹಿಳೆಯರು ನಾಗರ ಮತ್ತಿತರ ವಿಶೇಷ ಪೂಜೆ ಸಲ್ಲಿಸಿದರು. ವರ್ಷಕ್ಕೊಂದು ಬಾರಿ ಬರುವ ಈ ನಾಗರ ಪಂಚಮಿಗೆ ಭಕ್ತರು ಇಷ್ಟಾರ್ಥ ಸಿದ್ಧಿಗೆ ನಾಗದೇವರಿಗೆ ಬೇಡಿಕೊಂಡರು. xyxy=(40,388,262,455)
weavers-headline: ನೂಲು ಬಿಚ್ಚಾಣಿಕೆದಾರರಿಗೆ ಕಾಲೋನಿ ನಿರ್ಮಿಸಲು ಆಗ್ರಹ xyxy=(296,988,641,1063)
masthead xyxy=(0,0,1339,90)
jaljeevan-kicker: ಜಲ ಜೀವನ್ ಮಿಷನ್ ಯೋಜನೆ ಕಾಮಗಾರಿ ಪೂರ್ಣಗೊಂಡಿಲ್ಲ: ಆಕ್ರೋಶ xyxy=(688,1590,1080,1610)
sickle-headline: ತಿರುಕನ ಕನಸು ಕಾಣುತ್ತಿರುವ ಸೀಕಲ್: ಮುನೀಂದ್ರ xyxy=(720,1320,1122,1350)
satyagraha-headline: ಸತತ ಮೂರನೇ ದಿನಕ್ಕೆ ಕಾಲಿಟ್ಟ ಸತ್ಯಾಗ್ರಹ xyxy=(640,96,870,117)
left-column-rule xyxy=(274,90,275,1570)
dc-kicker: ಮಹನೀಯರ ಪ್ರತಿಮೆ ನಿರ್ಮಿಸುವಾಗ ಎಸ್‌ಒಪಿ ಅಗತ್ಯ: ಡಿಸಿ xyxy=(294,402,687,426)
